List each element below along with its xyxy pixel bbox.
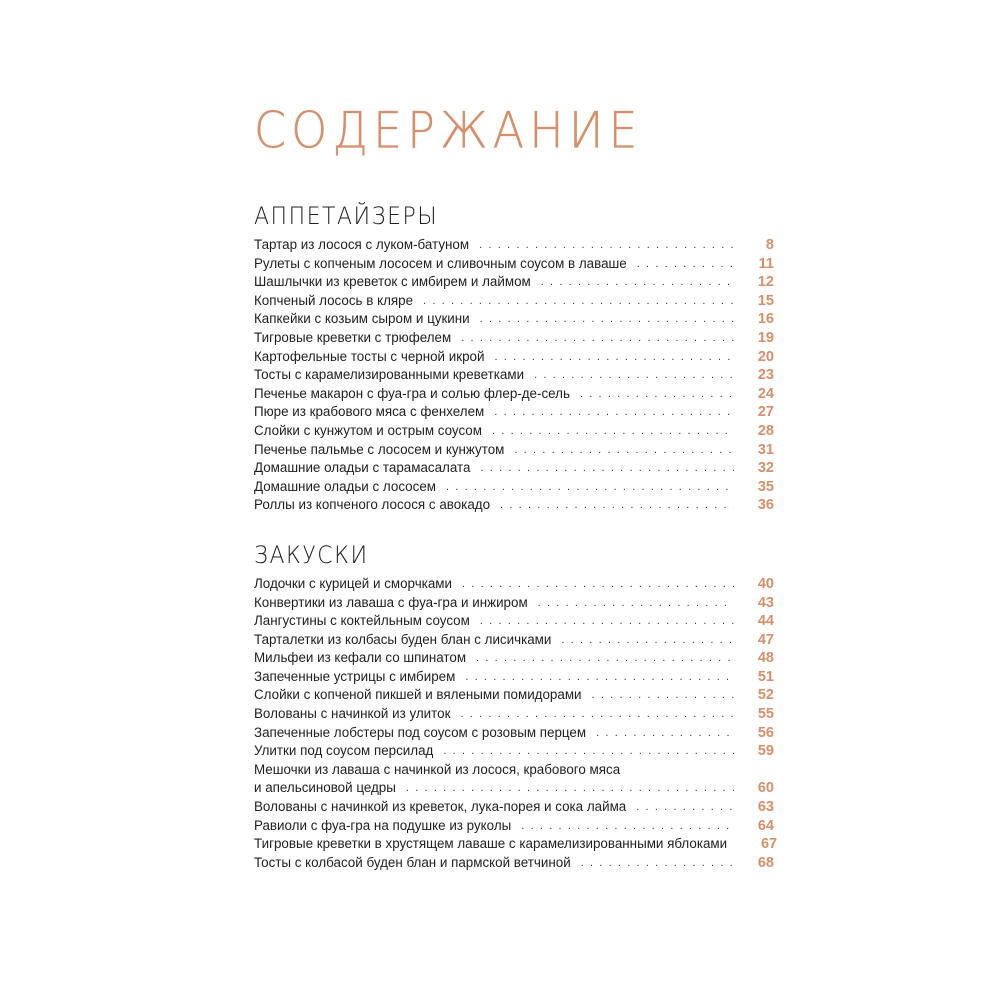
entry-title: Тосты с карамелизированными креветками [254, 367, 525, 383]
page-number: 48 [757, 650, 774, 667]
dot-leader [476, 649, 734, 668]
entry-title: Печенье макарон с фуа-гра и солью флер-де-сель [254, 385, 570, 401]
toc-entry [254, 798, 774, 817]
dot-leader [479, 236, 734, 255]
dot-leader [460, 705, 734, 724]
entry-title: Домашние оладьи с тарамасалата [254, 460, 471, 476]
entry-title: Тигровые креветки в хрустящем лаваше с карамелизированными яблоками [254, 836, 728, 852]
toc-entry [254, 441, 774, 460]
entry-title: Тосты с колбасой буден блан и пармской ветчиной [254, 854, 571, 870]
entry-title: Слойки с кунжутом и острым соусом [254, 422, 482, 438]
entry-title: Лодочки с курицей и сморчками [254, 575, 452, 591]
toc-entry [254, 459, 774, 478]
dot-leader [494, 403, 734, 422]
page-number: 23 [757, 367, 774, 384]
toc-entry [254, 385, 774, 404]
table-of-contents [254, 98, 778, 872]
toc-entry [254, 854, 774, 873]
dot-leader [592, 686, 734, 705]
toc-entry [254, 292, 774, 311]
section-snacks [254, 541, 778, 873]
toc-entry [254, 236, 774, 255]
dot-leader [581, 854, 734, 873]
toc-entry [254, 366, 774, 385]
entry-title: Картофельные тосты с черной икрой [254, 348, 485, 364]
entry-title: Слойки с копченой пикшей и вялеными помидорами [254, 687, 582, 703]
dot-leader [446, 478, 734, 497]
dot-leader [561, 631, 734, 650]
toc-entry [254, 612, 774, 631]
page-number: 31 [757, 441, 774, 458]
toc-entry [254, 835, 778, 854]
entry-title: Тигровые креветки с трюфелем [254, 329, 452, 345]
entry-title: Запеченные лобстеры под соусом с розовым перцем [254, 724, 587, 740]
page-number: 51 [757, 668, 774, 685]
page-number: 20 [757, 348, 774, 365]
entry-continuation [254, 779, 774, 798]
toc-entry [254, 761, 774, 798]
page-number: 43 [757, 594, 774, 611]
page-number: 47 [757, 631, 774, 648]
toc-list [254, 575, 778, 873]
page-number: 16 [757, 311, 774, 328]
dot-leader [423, 292, 734, 311]
page-number: 19 [757, 329, 774, 346]
toc-entry [254, 705, 774, 724]
dot-leader [480, 459, 734, 478]
page-number: 56 [757, 724, 774, 741]
page-number: 59 [757, 743, 774, 760]
page-number: 67 [760, 836, 778, 853]
page-number: 64 [757, 817, 774, 834]
entry-title: Запеченные устрицы с имбирем [254, 668, 456, 684]
page-number: 60 [757, 780, 774, 797]
entry-title: Конвертики из лаваша с фуа-гра и инжиром [254, 594, 528, 610]
toc-list [254, 236, 774, 515]
page-number: 8 [765, 237, 774, 253]
page-number: 24 [757, 385, 774, 402]
dot-leader [596, 724, 734, 743]
toc-entry [254, 403, 774, 422]
dot-leader [521, 817, 734, 836]
dot-leader [480, 310, 734, 329]
toc-entry [254, 422, 774, 441]
entry-title: Роллы из копченого лосося с авокадо [254, 497, 491, 513]
page-number: 12 [757, 274, 774, 291]
dot-leader [462, 575, 734, 594]
toc-entry [254, 348, 774, 367]
dot-leader [492, 422, 734, 441]
page-number: 36 [757, 497, 774, 514]
dot-leader [637, 255, 734, 274]
page-title: СОДЕРЖАНИЕ [254, 101, 643, 160]
page-number: 68 [757, 854, 774, 871]
toc-entry [254, 496, 774, 515]
dot-leader [538, 594, 734, 613]
entry-title: Равиоли с фуа-гра на подушке из руколы [254, 817, 512, 833]
dot-leader [580, 385, 734, 404]
toc-entry [254, 686, 774, 705]
entry-title: Лангустины с коктейльным соусом [254, 613, 470, 629]
dot-leader [636, 798, 734, 817]
entry-title: Волованы с начинкой из креветок, лука-порея и сока лайма [254, 799, 627, 815]
page-number: 28 [757, 422, 774, 439]
page-number: 40 [757, 575, 774, 592]
toc-entry [254, 742, 774, 761]
section-appetizers [254, 202, 774, 515]
entry-title: Копченый лосось в кляре [254, 292, 414, 308]
page-number: 11 [758, 255, 774, 272]
dot-leader [461, 329, 734, 348]
toc-entry [254, 273, 774, 292]
dot-leader [494, 348, 734, 367]
entry-title: Мильфеи из кефали со шпинатом [254, 650, 467, 666]
toc-entry [254, 310, 774, 329]
section-title: АППЕТАЙЗЕРЫ [254, 203, 439, 231]
dot-leader [443, 742, 734, 761]
dot-leader [541, 273, 734, 292]
entry-title: Рулеты с копченым лососем и сливочным соусом в лаваше [254, 255, 627, 271]
entry-title: Печенье пальмье с лососем и кунжутом [254, 441, 505, 457]
toc-entry [254, 478, 774, 497]
toc-entry [254, 724, 774, 743]
entry-title: Тарталетки из колбасы буден блан с лисичками [254, 631, 552, 647]
entry-title: Тартар из лосося с луком-батуном [254, 237, 470, 252]
entry-title-continued: и апельсиновой цедры [254, 780, 396, 796]
entry-title: Волованы с начинкой из улиток [254, 706, 451, 722]
dot-leader [500, 496, 734, 515]
toc-entry [254, 255, 774, 274]
dot-leader [406, 779, 734, 798]
toc-entry [254, 575, 774, 594]
toc-entry [254, 668, 774, 687]
entry-title: Улитки под соусом персилад [254, 743, 434, 759]
page-number: 52 [757, 687, 774, 704]
toc-entry [254, 329, 774, 348]
toc-entry [254, 649, 774, 668]
dot-leader [465, 668, 734, 687]
entry-title: Капкейки с козьим сыром и цукини [254, 311, 470, 327]
entry-title: Шашлычки из креветок с имбирем и лаймом [254, 274, 531, 290]
page-number: 32 [757, 460, 774, 477]
dot-leader [534, 366, 734, 385]
section-title: ЗАКУСКИ [254, 542, 369, 570]
dot-leader [480, 612, 734, 631]
page-number: 44 [757, 613, 774, 630]
page-number: 15 [757, 292, 774, 309]
page-number: 27 [757, 404, 774, 421]
dot-leader [514, 441, 734, 460]
toc-entry [254, 817, 774, 836]
page-number: 55 [757, 706, 774, 723]
toc-entry [254, 594, 774, 613]
page-number: 63 [757, 799, 774, 816]
entry-title: Мешочки из лаваша с начинкой из лосося, крабового мяса [254, 761, 621, 777]
entry-title: Пюре из крабового мяса с фенхелем [254, 404, 485, 420]
toc-entry [254, 631, 774, 650]
page-number: 35 [757, 478, 774, 495]
entry-title: Домашние оладьи с лососем [254, 478, 436, 494]
